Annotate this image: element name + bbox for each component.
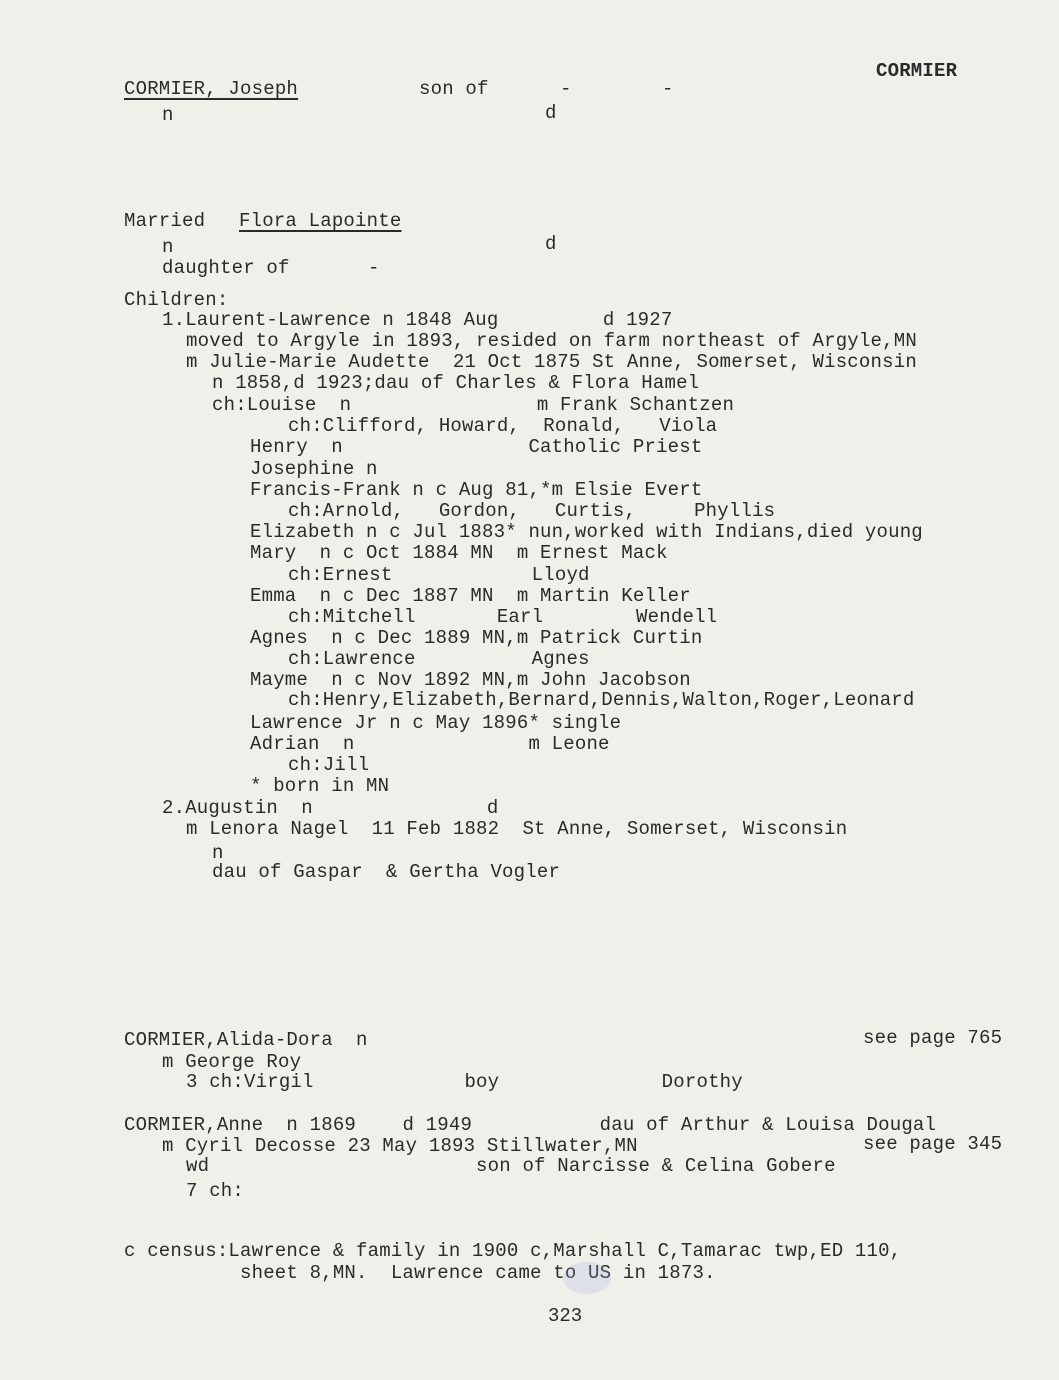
child-line: Elizabeth n c Jul 1883* nun,worked with Indians,died young xyxy=(250,521,923,543)
child-line: Lawrence Jr n c May 1896* single xyxy=(250,712,622,734)
child-line: 2.Augustin n d xyxy=(162,797,499,819)
child-line: ch:Lawrence Agnes xyxy=(288,648,590,670)
census-note: c census:Lawrence & family in 1900 c,Marshall C,Tamarac twp,ED 110, xyxy=(124,1240,902,1262)
married-label: Married xyxy=(124,210,206,232)
child-line: m Lenora Nagel 11 Feb 1882 St Anne, Somerset, Wisconsin xyxy=(186,818,848,840)
child-line: n xyxy=(212,842,224,864)
child-line: ch:Arnold, Gordon, Curtis, Phyllis xyxy=(288,500,776,522)
death-label: d xyxy=(545,102,557,124)
census-note: sheet 8,MN. Lawrence came to US in 1873. xyxy=(240,1262,716,1284)
ink-smudge xyxy=(563,1262,611,1294)
footnote-line: * born in MN xyxy=(250,775,390,797)
parentage-label: son of xyxy=(419,78,489,100)
child-line: Henry n Catholic Priest xyxy=(250,436,703,458)
anne-entry-line: m Cyril Decosse 23 May 1893 Stillwater,MN xyxy=(162,1135,638,1157)
page-header-surname: CORMIER xyxy=(876,60,958,82)
anne-entry-line: wd son of Narcisse & Celina Gobere xyxy=(186,1155,836,1177)
alida-entry-line: m George Roy xyxy=(162,1051,302,1073)
child-line: Emma n c Dec 1887 MN m Martin Keller xyxy=(250,585,691,607)
child-line: Mayme n c Nov 1892 MN,m John Jacobson xyxy=(250,669,691,691)
child-line: ch:Clifford, Howard, Ronald, Viola xyxy=(288,415,718,437)
alida-entry-line: CORMIER,Alida-Dora n xyxy=(124,1029,368,1051)
person-name: CORMIER, Joseph xyxy=(124,78,299,100)
page-number: 323 xyxy=(548,1305,583,1327)
child-line: n 1858,d 1923;dau of Charles & Flora Hamel xyxy=(212,372,700,394)
spouse-parentage-label: daughter of xyxy=(162,257,290,279)
birth-label: n xyxy=(162,104,174,126)
spouse-name: Flora Lapointe xyxy=(239,210,402,232)
child-line: ch:Ernest Lloyd xyxy=(288,564,590,586)
child-line: Adrian n m Leone xyxy=(250,733,610,755)
children-heading: Children: xyxy=(124,289,229,311)
alida-see-page: see page 765 xyxy=(863,1027,1003,1049)
child-line: Francis-Frank n c Aug 81,*m Elsie Evert xyxy=(250,479,703,501)
child-line: Agnes n c Dec 1889 MN,m Patrick Curtin xyxy=(250,627,703,649)
spouse-parent-placeholder: - xyxy=(368,257,380,279)
mother-placeholder: - xyxy=(662,78,674,100)
child-line: moved to Argyle in 1893, resided on farm northeast of Argyle,MN xyxy=(186,330,917,352)
anne-see-page: see page 345 xyxy=(863,1133,1003,1155)
child-line: ch:Henry,Elizabeth,Bernard,Dennis,Walton,Roger,Leonard xyxy=(288,689,915,711)
father-placeholder: - xyxy=(560,78,572,100)
child-line: m Julie-Marie Audette 21 Oct 1875 St Anne, Somerset, Wisconsin xyxy=(186,351,917,373)
child-line: Mary n c Oct 1884 MN m Ernest Mack xyxy=(250,542,668,564)
child-line: dau of Gaspar & Gertha Vogler xyxy=(212,861,561,883)
child-line: 1.Laurent-Lawrence n 1848 Aug d 1927 xyxy=(162,309,673,331)
child-line: ch:Mitchell Earl Wendell xyxy=(288,606,718,628)
child-line: ch:Louise n m Frank Schantzen xyxy=(212,394,735,416)
anne-entry-line: 7 ch: xyxy=(186,1180,245,1202)
child-line: Josephine n xyxy=(250,458,378,480)
alida-entry-line: 3 ch:Virgil boy Dorothy xyxy=(186,1071,743,1093)
child-line: ch:Jill xyxy=(288,754,370,776)
spouse-death-label: d xyxy=(545,233,557,255)
spouse-birth-label: n xyxy=(162,236,174,258)
anne-entry-line: CORMIER,Anne n 1869 d 1949 dau of Arthur & Louisa Dougal xyxy=(124,1114,937,1136)
